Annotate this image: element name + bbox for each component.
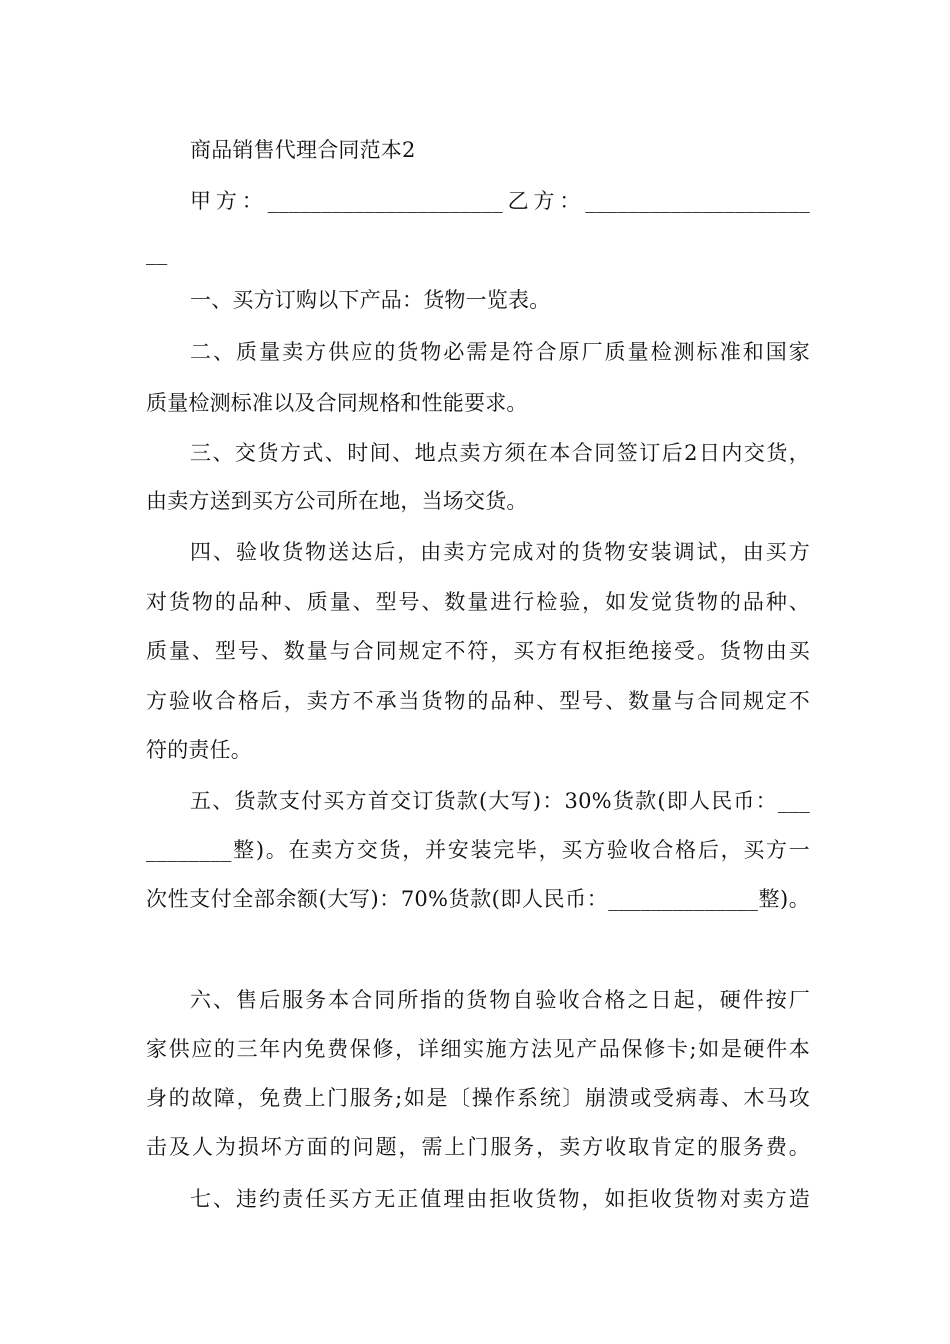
clause-4-line-1: 四、验收货物送达后，由卖方完成对的货物安装调试，由买方 <box>190 540 810 564</box>
party-line-continuation: __ <box>146 241 168 265</box>
clause-5-line-2: ________整)。在卖方交货，并安装完毕，买方验收合格后，买方一 <box>146 838 810 862</box>
clause-2-line-1: 二、质量卖方供应的货物必需是符合原厂质量检测标准和国家 <box>190 340 810 364</box>
clause-4-line-2: 对货物的品种、质量、型号、数量进行检验，如发觉货物的品种、 <box>146 590 810 614</box>
clause-6-line-1: 六、售后服务本合同所指的货物自验收合格之日起，硬件按厂 <box>190 988 810 1012</box>
document-title: 商品销售代理合同范本2 <box>190 138 416 162</box>
clause-5-line-3: 次性支付全部余额(大写)：70%货款(即人民币：______________整)。 <box>146 887 810 911</box>
clause-2-line-2: 质量检测标准以及合同规格和性能要求。 <box>146 391 528 415</box>
clause-6-line-2: 家供应的三年内免费保修，详细实施方法见产品保修卡;如是硬件本 <box>146 1037 810 1061</box>
clause-4-line-3: 质量、型号、数量与合同规定不符，买方有权拒绝接受。货物由买 <box>146 639 810 663</box>
clause-3-line-2: 由卖方送到买方公司所在地，当场交货。 <box>146 489 528 513</box>
clause-5-line-1: 五、货款支付买方首交订货款(大写)：30%货款(即人民币：___ <box>190 789 810 813</box>
clause-1: 一、买方订购以下产品：货物一览表。 <box>190 288 551 312</box>
clause-4-line-5: 符的责任。 <box>146 738 252 762</box>
clause-6-line-3: 身的故障，免费上门服务;如是〔操作系统〕崩溃或受病毒、木马攻 <box>146 1086 810 1110</box>
clause-6-line-4: 击及人为损坏方面的问题，需上门服务，卖方收取肯定的服务费。 <box>146 1135 810 1159</box>
clause-7-line-1: 七、违约责任买方无正值理由拒收货物，如拒收货物对卖方造 <box>190 1187 810 1211</box>
clause-4-line-4: 方验收合格后，卖方不承当货物的品种、型号、数量与合同规定不 <box>146 689 810 713</box>
party-line: 甲方：______________________乙方：_____________________ <box>190 189 810 213</box>
clause-3-line-1: 三、交货方式、时间、地点卖方须在本合同签订后2日内交货， <box>190 441 810 465</box>
